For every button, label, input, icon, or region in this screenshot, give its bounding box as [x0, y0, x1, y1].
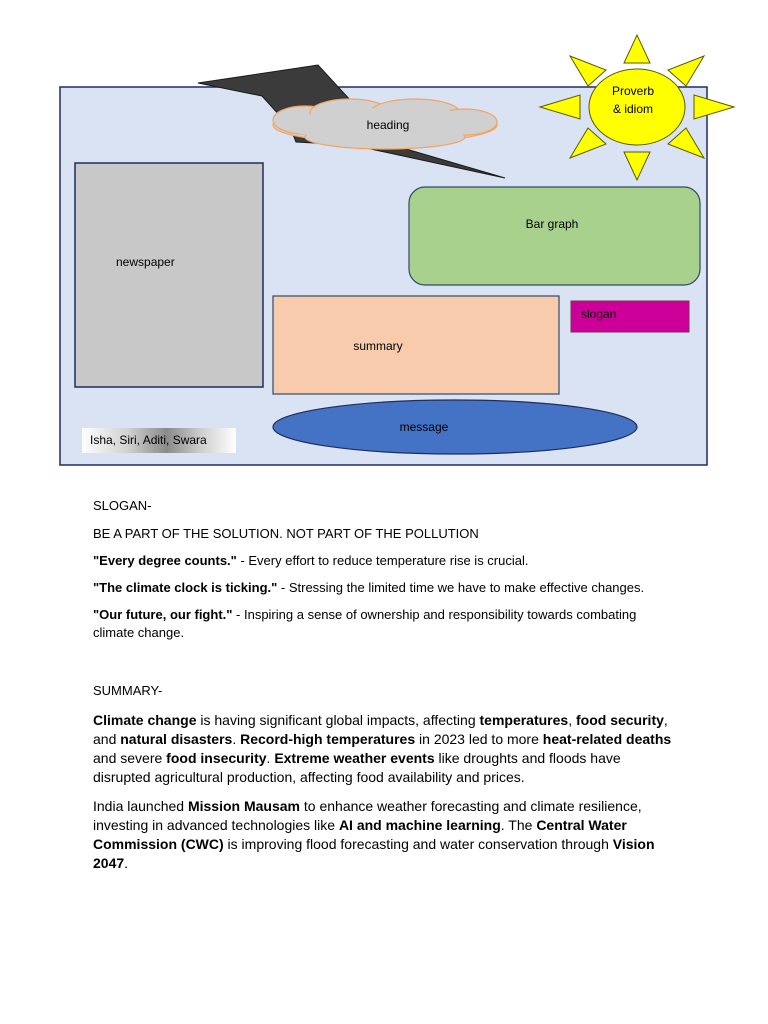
slogan-item: [93, 552, 673, 570]
slogan-item: [93, 606, 673, 642]
slogan-label: slogan: [581, 307, 617, 321]
poster-layout-diagram: [0, 0, 768, 470]
slogan-main: BE A PART OF THE SOLUTION. NOT PART OF THE POLLUTION: [93, 526, 479, 541]
slogan-item-quote: "Our future, our fight.": [93, 607, 233, 622]
slogan-item-quote: "The climate clock is ticking.": [93, 580, 278, 595]
slogan-item-text: - Inspiring a sense of ownership and responsibility towards combating climate change.: [93, 607, 637, 640]
text-run: .: [232, 731, 241, 747]
message-ellipse: [273, 400, 637, 454]
text-run: , and: [93, 712, 668, 747]
summary-paragraph-1: [93, 711, 673, 787]
slogan-item: [93, 579, 673, 597]
bar-graph-label: Bar graph: [525, 217, 579, 231]
newspaper-label: newspaper: [116, 255, 175, 269]
summary-paragraph-2: [93, 797, 673, 873]
slogan-section-title: SLOGAN-: [93, 498, 152, 513]
slogan-item-quote: "Every degree counts.": [93, 553, 237, 568]
text-run: in 2023 led to more: [415, 731, 543, 747]
bold-term: food insecurity: [166, 750, 267, 766]
text-run: ,: [568, 712, 576, 728]
bold-term: Climate change: [93, 712, 197, 728]
bar-graph-box: [409, 187, 700, 285]
text-run: .: [266, 750, 275, 766]
text-run: and severe: [93, 750, 167, 766]
summary-label: summary: [353, 339, 403, 353]
authors-label: Isha, Siri, Aditi, Swara: [82, 428, 236, 453]
slogan-item-text: - Every effort to reduce temperature rise is crucial.: [236, 553, 529, 568]
text-run: is having significant global impacts, affecting: [196, 712, 480, 728]
bold-term: Extreme weather events: [274, 750, 435, 766]
bold-term: Vision 2047: [93, 836, 655, 871]
text-run: .: [124, 855, 129, 871]
text-run: . The: [500, 817, 537, 833]
bold-term: Mission Mausam: [187, 798, 300, 814]
bold-term: temperatures: [479, 712, 569, 728]
summary-box: [273, 296, 559, 394]
text-run: like droughts and floods have disrupted agricultural production, affecting food availability and prices.: [93, 750, 621, 785]
heading-label: heading: [366, 118, 410, 132]
summary-section-title: SUMMARY-: [93, 683, 163, 698]
message-label: message: [399, 420, 449, 434]
slogan-section: [93, 497, 673, 642]
bold-term: heat-related deaths: [542, 731, 672, 747]
text-run: India launched: [93, 798, 188, 814]
summary-section: [93, 682, 673, 873]
proverb-label-line1: Proverb: [611, 84, 655, 98]
bold-term: natural disasters: [120, 731, 233, 747]
slogan-item-text: - Stressing the limited time we have to make effective changes.: [277, 580, 645, 595]
proverb-label-line2: & idiom: [612, 102, 654, 116]
newspaper-box: [75, 163, 263, 387]
bold-term: AI and machine learning: [338, 817, 501, 833]
bold-term: food security: [575, 712, 664, 728]
text-run: to enhance weather forecasting and climate resilience, investing in advanced technologies like: [93, 798, 642, 833]
bold-term: Central Water Commission (CWC): [93, 817, 627, 852]
text-run: is improving flood forecasting and water conservation through: [223, 836, 613, 852]
bold-term: Record-high temperatures: [240, 731, 416, 747]
